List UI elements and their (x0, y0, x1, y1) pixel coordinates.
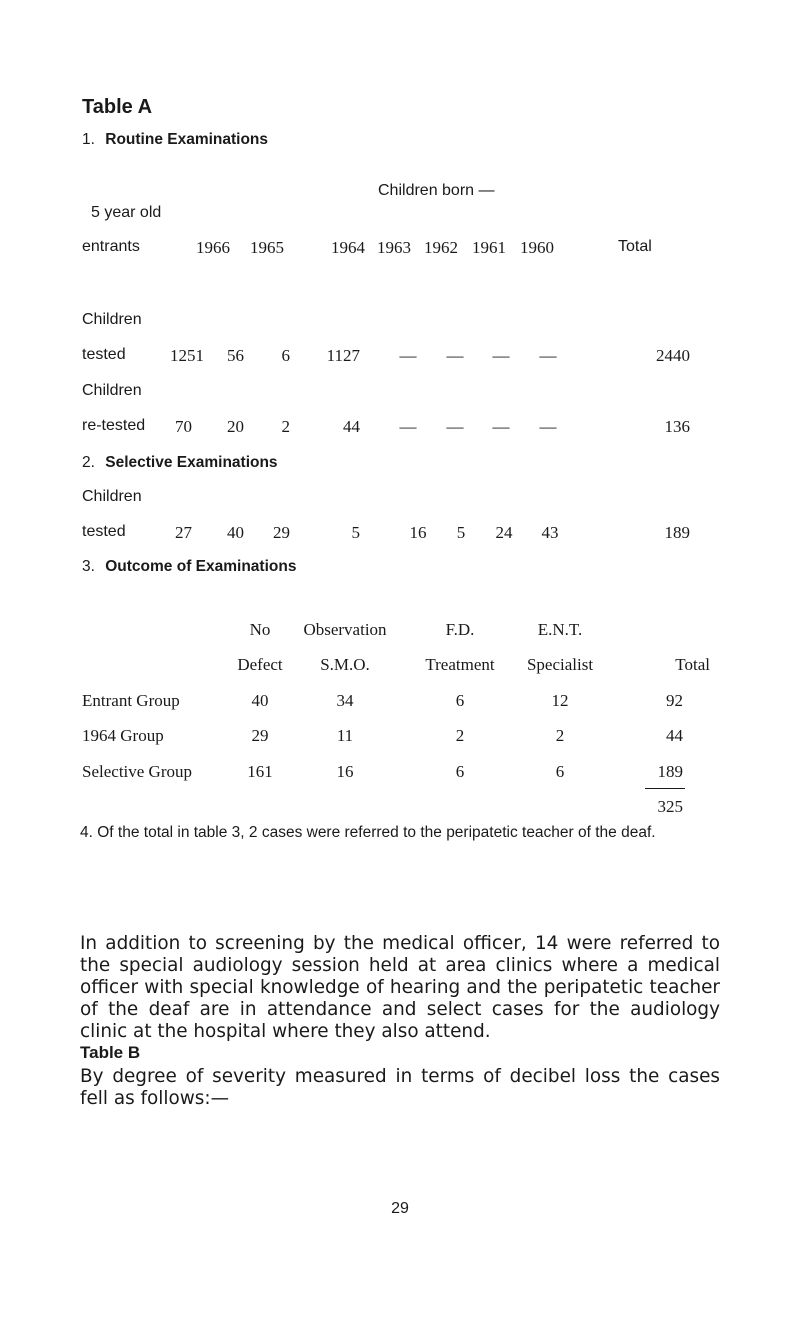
table-cell: 6 (281, 346, 290, 365)
table-a-title: Table A (82, 96, 153, 118)
table-cell: 6 (455, 762, 465, 781)
section-3-title: Outcome of Examinations (105, 558, 297, 575)
table-cell: 5 (456, 523, 466, 542)
table-cell: 2 (455, 726, 465, 745)
col-header-fd: F.D. (445, 620, 475, 639)
col-header-defect: Defect (237, 655, 283, 674)
entrants-header: entrants (82, 238, 140, 255)
table-cell: — (446, 417, 464, 436)
table-cell: 6 (555, 762, 565, 781)
table-cell: 40 (227, 523, 244, 542)
year-header-1966: 1966 (196, 238, 230, 257)
table-cell: 20 (227, 417, 244, 436)
table-cell: — (446, 346, 464, 365)
grand-total: 325 (657, 797, 683, 816)
year-header-1964: 1964 (331, 238, 365, 257)
table-cell: 161 (247, 762, 273, 781)
table-cell: — (399, 346, 417, 365)
year-header-1963: 1963 (377, 238, 411, 257)
col-header-specialist: Specialist (526, 655, 594, 674)
section-2-heading (82, 454, 278, 472)
total-header: Total (618, 238, 652, 255)
table-cell: 24 (495, 523, 513, 542)
table-b-title: Table B (80, 1043, 141, 1062)
table-cell: 34 (336, 691, 354, 710)
table-cell: 70 (175, 417, 192, 436)
table-cell: — (492, 417, 510, 436)
section-1-number: 1. (82, 131, 95, 148)
table-cell: 16 (409, 523, 427, 542)
col-header-smo: S.M.O. (320, 655, 370, 674)
table-cell: 92 (666, 691, 683, 710)
col-header-treatment: Treatment (425, 655, 495, 674)
table-cell: 2 (555, 726, 565, 745)
table-cell: 40 (251, 691, 269, 710)
table-cell: 2 (281, 417, 290, 436)
table-cell: — (539, 346, 557, 365)
col-header-total: Total (675, 655, 710, 674)
sum-rule (645, 788, 685, 789)
table-cell: 136 (664, 417, 690, 436)
table-cell: 1251 (170, 346, 204, 365)
year-header-1962: 1962 (424, 238, 458, 257)
table-cell: 5 (351, 523, 360, 542)
table-cell: 189 (657, 762, 683, 781)
children-born-header: Children born — (378, 182, 495, 199)
row-label: Entrant Group (82, 691, 180, 710)
section-3-heading (82, 558, 296, 576)
table-cell: 11 (336, 726, 354, 745)
section-3-number: 3. (82, 558, 95, 575)
table-cell: 29 (251, 726, 269, 745)
table-cell: 44 (666, 726, 683, 745)
col-header-observation: Observation (303, 620, 387, 639)
row-label: tested (82, 523, 126, 540)
table-cell: 43 (541, 523, 559, 542)
year-header-1965: 1965 (250, 238, 284, 257)
table-cell: — (539, 417, 557, 436)
section-2-number: 2. (82, 454, 95, 471)
year-header-1960: 1960 (520, 238, 554, 257)
section-1-heading (82, 131, 268, 149)
audiology-paragraph: In addition to screening by the medical officer, 14 were referred to the special audiology session held at area clinics where a medical officer with special knowledge of hearing and the peripatetic teacher of the deaf are in attendance and select cases for the audiology clinic at the hospital where they also attend. (80, 933, 720, 1042)
year-header-1961: 1961 (472, 238, 506, 257)
row-label: Children (82, 311, 142, 328)
table-cell: 2440 (656, 346, 690, 365)
table-cell: 1127 (326, 346, 360, 365)
table-cell: 16 (336, 762, 354, 781)
table-cell: 189 (664, 523, 690, 542)
table-cell: 44 (343, 417, 360, 436)
row-label: 1964 Group (82, 726, 164, 745)
table-cell: — (492, 346, 510, 365)
row-label: Children (82, 488, 142, 505)
table-cell: 6 (455, 691, 465, 710)
five-year-old-header: 5 year old (91, 204, 162, 221)
note-4-number: 4. (80, 824, 93, 841)
table-cell: — (399, 417, 417, 436)
row-label: tested (82, 346, 126, 363)
table-cell: 56 (227, 346, 244, 365)
row-label: Selective Group (82, 762, 192, 781)
section-2-title: Selective Examinations (105, 454, 278, 471)
table-cell: 12 (551, 691, 569, 710)
note-4-text: Of the total in table 3, 2 cases were referred to the peripatetic teacher of the deaf. (97, 824, 656, 841)
table-cell: 27 (175, 523, 192, 542)
row-label: re-tested (82, 417, 146, 434)
col-header-ent: E.N.T. (537, 620, 583, 639)
note-4 (80, 823, 720, 843)
table-b-intro: By degree of severity measured in terms of decibel loss the cases fell as follows:— (80, 1066, 720, 1109)
table-cell: 29 (273, 523, 290, 542)
section-1-title: Routine Examinations (105, 131, 269, 148)
row-label: Children (82, 382, 142, 399)
page-number: 29 (391, 1200, 409, 1217)
col-header-no: No (249, 620, 271, 639)
